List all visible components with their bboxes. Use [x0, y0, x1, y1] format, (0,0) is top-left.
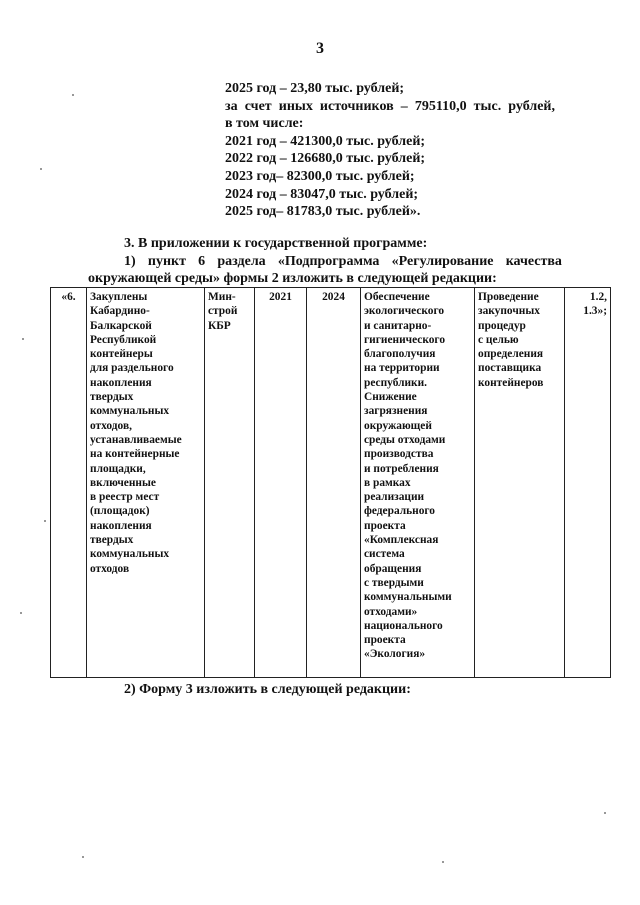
cell-line: 1.2,: [589, 291, 607, 303]
word: 795110,0: [414, 98, 467, 114]
cell-line: 1.3»;: [583, 305, 607, 318]
scan-speck: [20, 612, 22, 614]
cell-line: закупочных: [478, 305, 540, 318]
cell-line: Мин-: [208, 291, 236, 303]
funding-line: 2025 год – 23,80 тыс. рублей;: [225, 81, 405, 96]
scan-speck: [40, 168, 42, 170]
cell-line: федерального: [364, 505, 435, 518]
cell-line: проекта: [364, 634, 406, 647]
cell-line: Республикой: [90, 333, 157, 346]
table-row: [51, 288, 611, 678]
cell-line: коммунальных: [90, 548, 170, 561]
scan-speck: [72, 94, 74, 96]
word: счет: [244, 98, 272, 114]
cell-line: отходами»: [364, 605, 418, 618]
funding-line: 2022 год – 126680,0 тыс. рублей;: [225, 151, 426, 167]
cell-line: накопления: [90, 376, 152, 389]
word: источников: [319, 98, 394, 114]
cell-line: в рамках: [364, 476, 411, 489]
funding-line-justified: [225, 98, 555, 116]
word: рублей,: [508, 98, 555, 114]
word: пункт: [147, 254, 186, 269]
word: тыс.: [473, 98, 502, 114]
cell-line: с целью: [478, 333, 519, 346]
cell-line: поставщика: [478, 362, 542, 375]
funding-line: в том числе:: [225, 116, 304, 132]
cell-line: в реестр мест: [90, 491, 160, 504]
cell-line: контейнеров: [478, 376, 544, 389]
cell-indicator-refs: [565, 288, 611, 678]
cell-line: проекта: [364, 519, 406, 532]
cell-line: накопления: [90, 519, 152, 532]
cell-measure: [87, 288, 205, 678]
scan-speck: [442, 861, 444, 863]
cell-line: окружающей: [364, 419, 432, 432]
page-number: 3: [316, 40, 324, 57]
cell-line: площадки,: [90, 462, 146, 475]
scan-speck: [44, 520, 46, 522]
cell-expected-result: [361, 288, 475, 678]
cell-line: республики.: [364, 376, 428, 389]
funding-sources: [225, 80, 565, 221]
cell-line: гигиенического: [364, 333, 446, 346]
cell-executor: [205, 288, 255, 678]
cell-line: определения: [478, 348, 544, 361]
cell-line: коммунальных: [90, 405, 170, 418]
cell-line: КБР: [208, 319, 231, 332]
cell-line: устанавливаемые: [90, 433, 182, 446]
cell-line: реализации: [364, 491, 425, 504]
cell-line: Балкарской: [90, 319, 152, 332]
word: 1): [124, 254, 136, 269]
cell-line: отходов,: [90, 419, 132, 432]
cell-line: национального: [364, 619, 443, 632]
subitem-1-line-1: [88, 253, 562, 270]
cell-activity: [475, 288, 565, 678]
cell-line: на контейнерные: [90, 448, 180, 461]
program-table: [50, 287, 611, 678]
subitem-2: 2) Форму 3 изложить в следующей редакции:: [124, 682, 411, 697]
cell-line: (площадок): [90, 505, 150, 518]
funding-line: 2024 год – 83047,0 тыс. рублей;: [225, 186, 419, 202]
word: иных: [278, 98, 313, 114]
cell-line: «Экология»: [364, 648, 426, 661]
subitem-1: [88, 253, 562, 287]
cell-line: Проведение: [478, 291, 539, 303]
word: «Подпрограмма: [277, 254, 380, 269]
word: –: [400, 98, 408, 114]
cell-line: Закуплены: [90, 291, 148, 303]
cell-line: для раздельного: [90, 362, 174, 375]
cell-line: производства: [364, 448, 434, 461]
word: за: [225, 98, 238, 114]
cell-line: с твердыми: [364, 576, 424, 589]
cell-line: Кабардино-: [90, 305, 150, 318]
cell-line: благополучия: [364, 348, 436, 361]
word: «Регулирование: [391, 254, 494, 269]
word: раздела: [217, 254, 266, 269]
cell-end-year: 2024: [307, 288, 361, 678]
cell-line: Снижение: [364, 391, 417, 404]
section-item-3: 3. В приложении к государственной программе:: [124, 236, 428, 251]
cell-line: «Комплексная: [364, 534, 439, 547]
scan-speck: [22, 338, 24, 340]
cell-line: твердых: [90, 391, 134, 404]
cell-line: система: [364, 548, 405, 561]
cell-line: обращения: [364, 562, 422, 575]
cell-line: контейнеры: [90, 348, 153, 361]
cell-item-number: «6.: [51, 288, 87, 678]
cell-line: процедур: [478, 319, 526, 332]
subitem-1-line-2: окружающей среды» формы 2 изложить в следующей редакции:: [88, 271, 497, 286]
cell-start-year: 2021: [255, 288, 307, 678]
funding-line: 2025 год– 81783,0 тыс. рублей».: [225, 204, 421, 220]
cell-line: коммунальными: [364, 591, 452, 604]
word: качества: [505, 254, 562, 269]
cell-line: среды отходами: [364, 433, 446, 446]
cell-line: твердых: [90, 534, 134, 547]
cell-line: отходов: [90, 562, 130, 575]
cell-line: загрязнения: [364, 405, 428, 418]
cell-line: экологического: [364, 305, 445, 318]
cell-line: Обеспечение: [364, 291, 430, 303]
scan-speck: [82, 856, 84, 858]
cell-line: и санитарно-: [364, 319, 432, 332]
cell-line: и потребления: [364, 462, 439, 475]
scan-speck: [604, 812, 606, 814]
funding-line: 2021 год – 421300,0 тыс. рублей;: [225, 133, 426, 149]
word: 6: [198, 254, 206, 269]
cell-line: включенные: [90, 476, 156, 489]
cell-line: строй: [208, 305, 238, 318]
cell-line: на территории: [364, 362, 440, 375]
funding-line: 2023 год– 82300,0 тыс. рублей;: [225, 168, 415, 184]
